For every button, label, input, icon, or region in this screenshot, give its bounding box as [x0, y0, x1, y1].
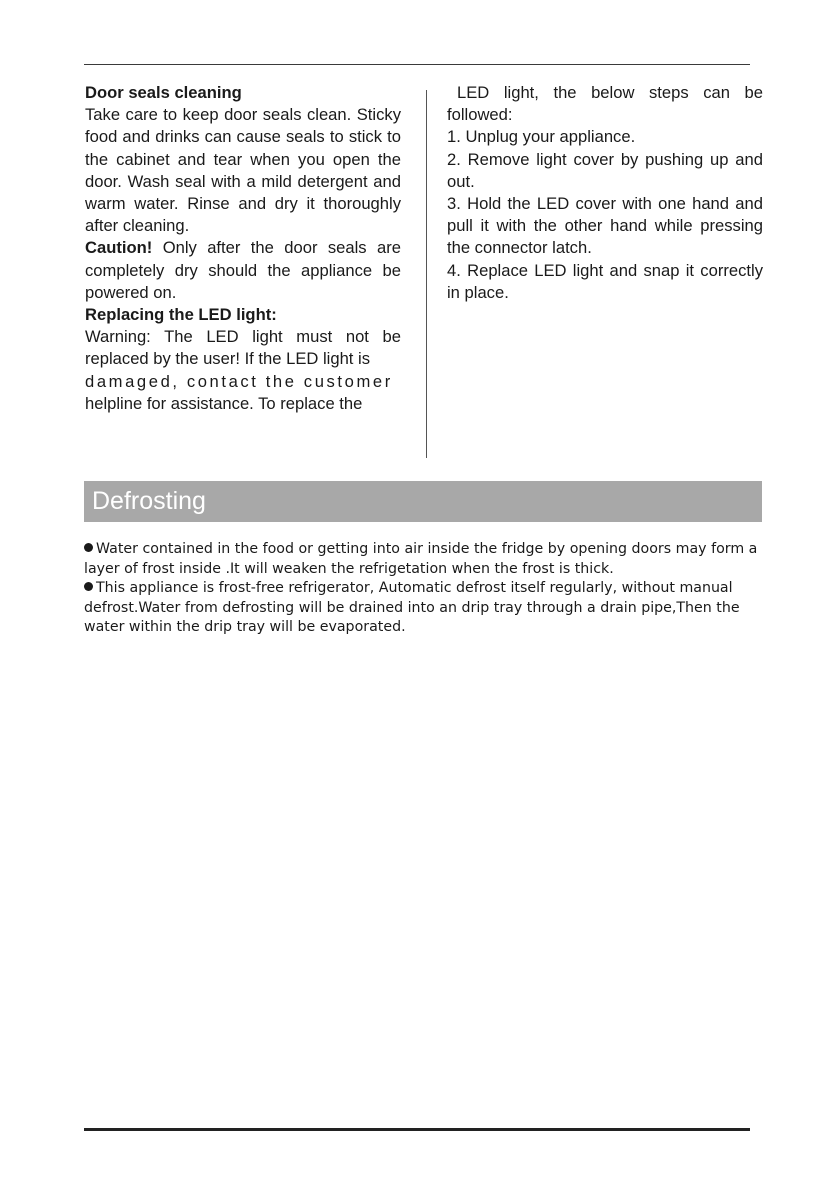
right-column [447, 82, 763, 304]
led-step-4: 4. Replace LED light and snap it correctly in place. [447, 260, 763, 302]
door-seals-paragraph: Take care to keep door seals clean. Sticky food and drinks can cause seals to stick to the cabinet and tear when you open the door. Wash seal with a mild detergent and warm water. Rinse and dry it thoroughly after cleaning. [85, 105, 401, 236]
bullet-icon [84, 582, 93, 591]
led-step-1: 1. Unplug your appliance. [447, 127, 636, 147]
led-warning-end: helpline for assistance. To replace the [85, 393, 363, 413]
column-divider [426, 90, 427, 458]
door-seals-heading: Door seals cleaning [85, 83, 242, 102]
defrosting-content [84, 540, 766, 638]
defrost-bullet-text: This appliance is frost-free refrigerator, Automatic defrost itself regularly, without manual defrost.Water from defrosting will be drained into an drip tray through a drain pipe,Then the water within the drip tray will be evaporated. [84, 580, 740, 636]
defrost-bullet-item [84, 540, 766, 579]
led-step-3: 3. Hold the LED cover with one hand and pull it with the other hand while pressing the connector latch. [447, 194, 763, 258]
defrosting-section-header [84, 481, 762, 522]
caution-paragraph [85, 237, 401, 304]
led-warning-text: Warning: The LED light must not be replaced by the user! If the LED light is [85, 327, 401, 369]
led-warning-spaced: damaged, contact the customer [85, 371, 393, 391]
bullet-icon [84, 543, 93, 552]
header-rule [84, 64, 750, 65]
defrost-bullet-text: Water contained in the food or getting into air inside the fridge by opening doors may form a layer of frost inside .It will weaken the refrigetation when the frost is thick. [84, 541, 758, 577]
left-column [85, 82, 401, 415]
footer-rule [84, 1128, 750, 1131]
defrost-bullet-item [84, 579, 766, 638]
caution-text: Only after the door seals are completely dry should the appliance be powered on. [85, 238, 401, 302]
led-heading: Replacing the LED light: [85, 305, 277, 325]
defrosting-title: Defrosting [92, 487, 206, 515]
led-continued-text: LED light, the below steps can be followed: [447, 83, 763, 125]
led-step-2: 2. Remove light cover by pushing up and out. [447, 149, 763, 191]
caution-label: Caution! [85, 238, 153, 258]
